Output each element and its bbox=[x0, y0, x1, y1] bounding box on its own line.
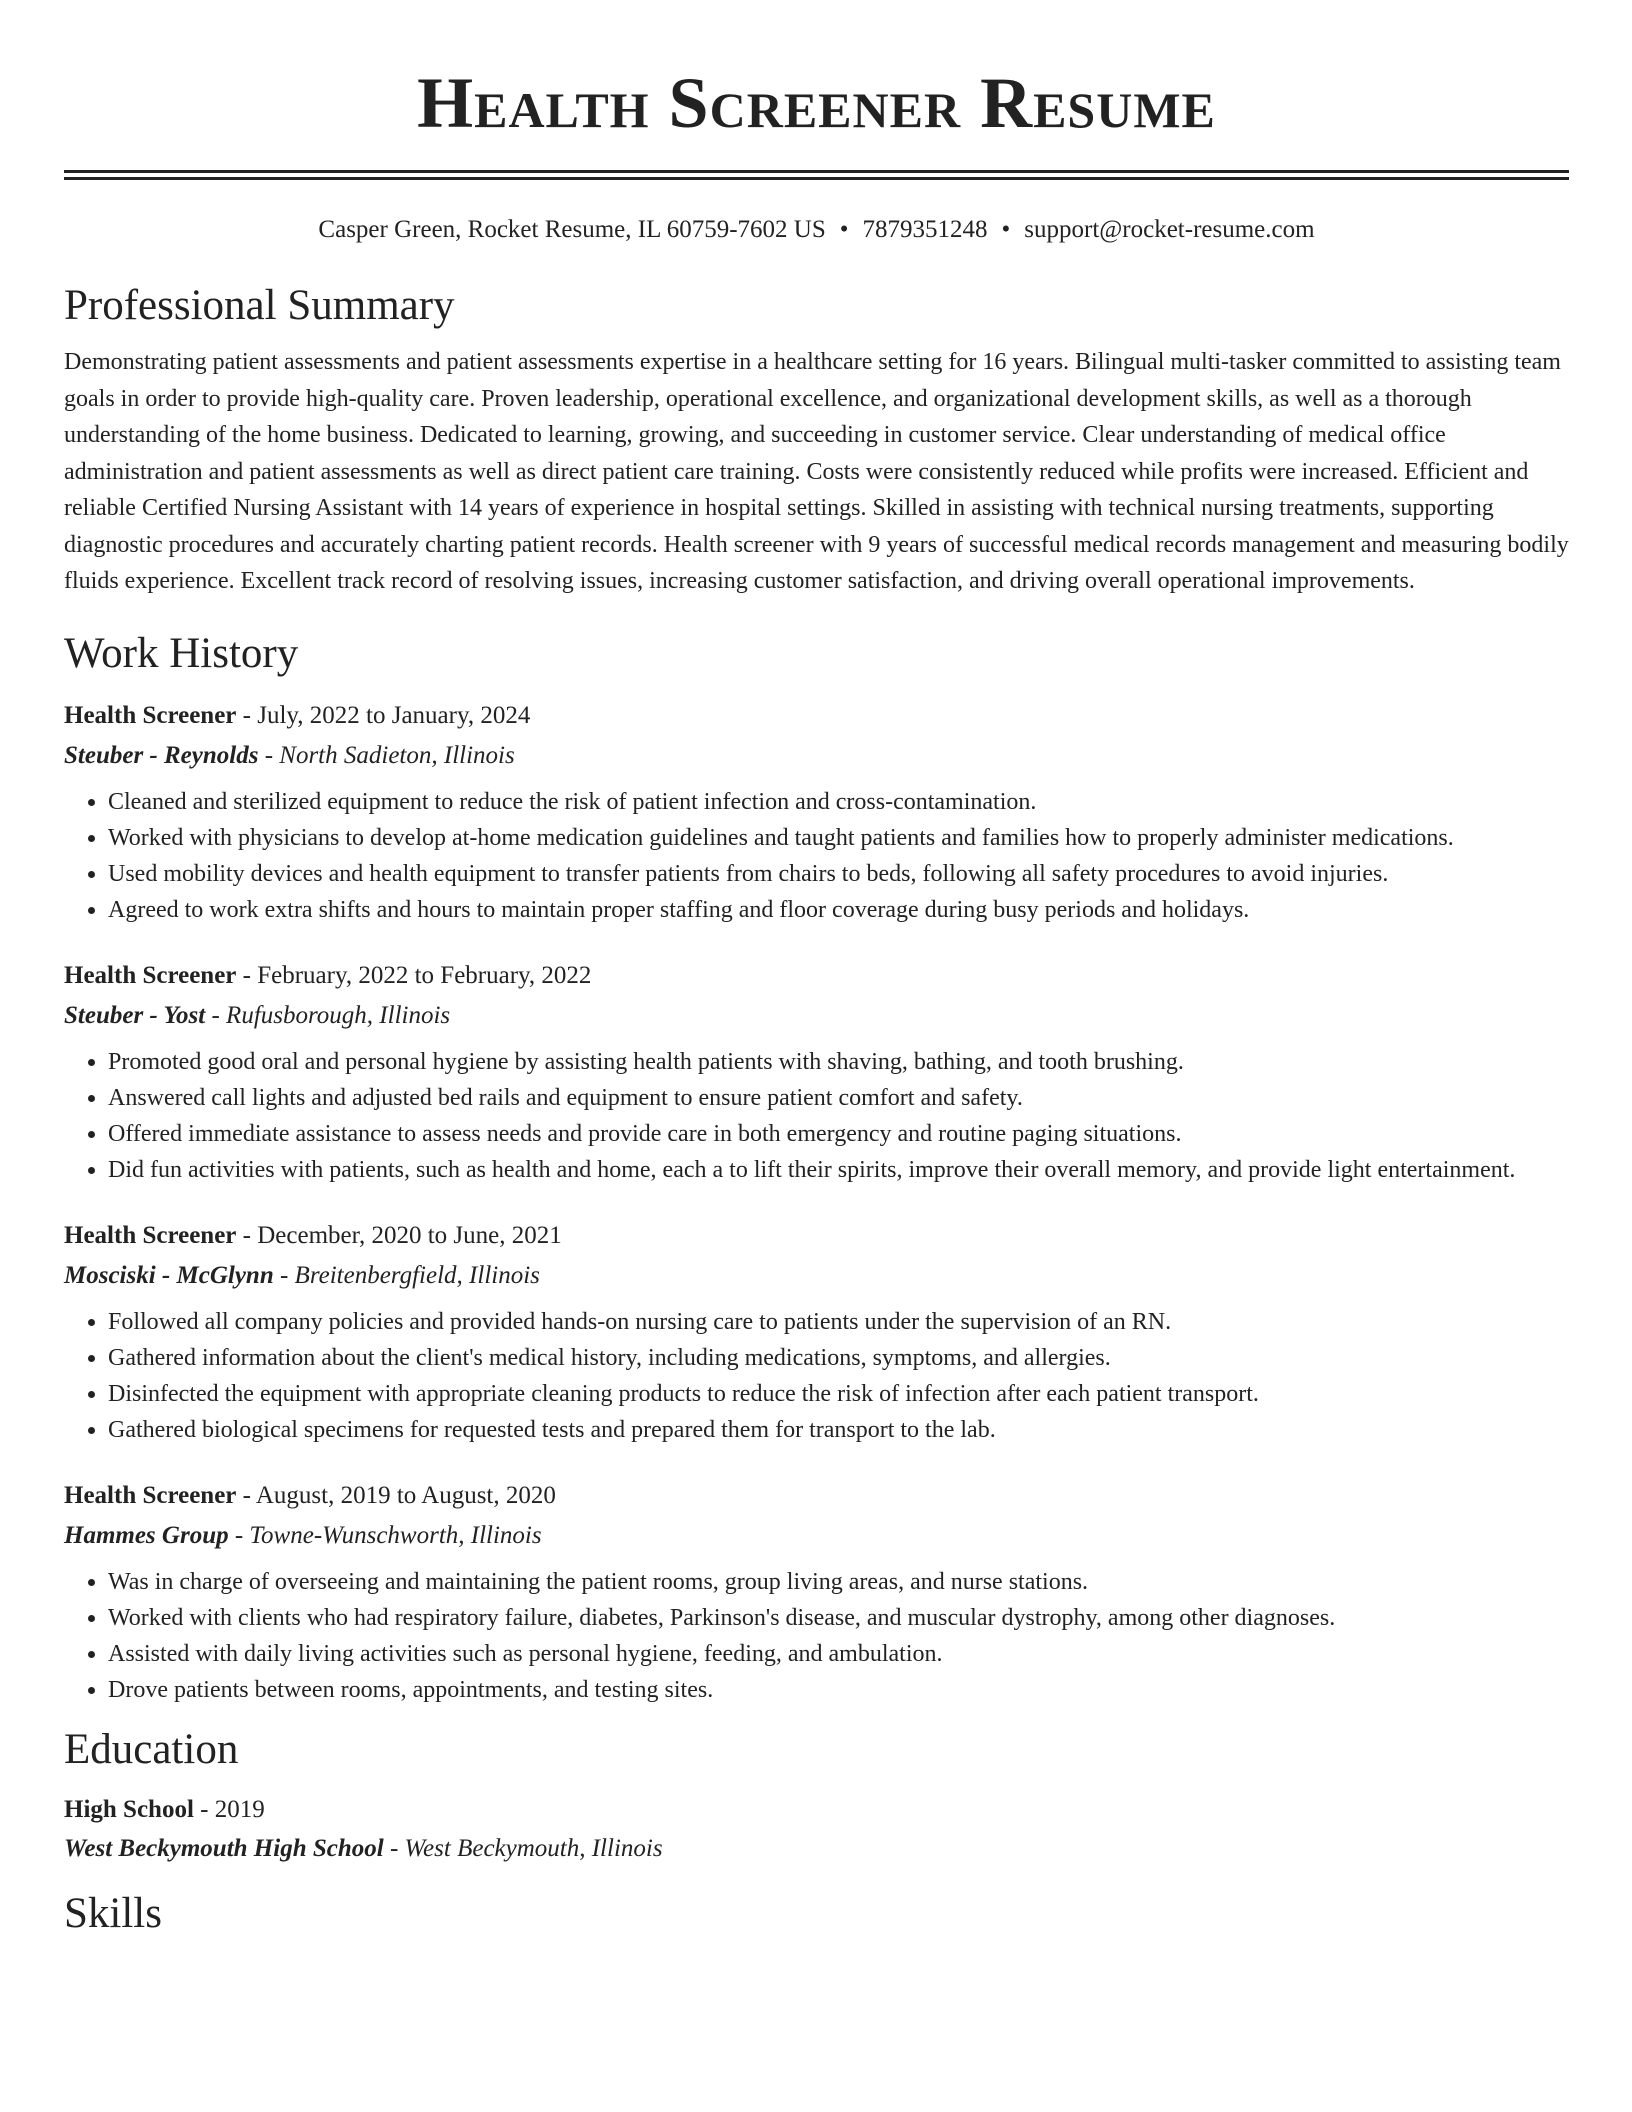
employer-line bbox=[64, 996, 1569, 1036]
degree-line bbox=[64, 1790, 1569, 1830]
job-entry bbox=[64, 1216, 1569, 1448]
school-name: West Beckymouth High School bbox=[64, 1834, 384, 1862]
education-entry bbox=[64, 1790, 1569, 1868]
resume-page bbox=[64, 0, 1569, 1942]
education-section bbox=[64, 1722, 1569, 1868]
summary-heading: Professional Summary bbox=[64, 282, 455, 329]
education-heading: Education bbox=[64, 1725, 239, 1773]
job-title: Health Screener bbox=[64, 1481, 237, 1509]
job-bullet: • Used mobility devices and health equipment to transfer patients from chairs to beds, following all safety procedures to avoid injuries. bbox=[108, 856, 1569, 892]
school-line bbox=[64, 1830, 1569, 1868]
contact-phone: 7879351248 bbox=[862, 216, 988, 243]
contact-separator: • bbox=[1001, 216, 1011, 243]
employer-location: - North Sadieton, Illinois bbox=[258, 741, 515, 769]
job-entry bbox=[64, 956, 1569, 1188]
job-title: Health Screener bbox=[64, 1221, 237, 1249]
employer-line bbox=[64, 736, 1569, 776]
job-title-line bbox=[64, 696, 1569, 736]
employer-name: Mosciski - McGlynn bbox=[64, 1261, 274, 1289]
job-bullets bbox=[64, 1044, 1569, 1188]
job-bullet: • Was in charge of overseeing and maintaining the patient rooms, group living areas, and nurse stations. bbox=[108, 1564, 1569, 1600]
employer-location: - Rufusborough, Illinois bbox=[205, 1001, 451, 1029]
job-title: Health Screener bbox=[64, 701, 237, 729]
job-bullets bbox=[64, 1304, 1569, 1448]
employer-location: - Breitenbergfield, Illinois bbox=[273, 1261, 540, 1289]
job-bullet: • Agreed to work extra shifts and hours to maintain proper staffing and floor coverage during busy periods and holidays. bbox=[108, 892, 1569, 928]
job-title-line bbox=[64, 1476, 1569, 1516]
job-bullet: • Disinfected the equipment with appropriate cleaning products to reduce the risk of infection after each patient transport. bbox=[108, 1376, 1569, 1412]
skills-section bbox=[64, 1886, 1569, 1942]
job-entry bbox=[64, 696, 1569, 928]
contact-email: support@rocket-resume.com bbox=[1024, 216, 1315, 243]
school-location: - West Beckymouth, Illinois bbox=[383, 1834, 663, 1862]
job-dates: - December, 2020 to June, 2021 bbox=[236, 1221, 562, 1249]
degree-year: - 2019 bbox=[193, 1795, 265, 1823]
summary-section bbox=[64, 278, 1569, 600]
job-bullet: • Worked with clients who had respiratory failure, diabetes, Parkinson's disease, and muscular dystrophy, among other diagnoses. bbox=[108, 1600, 1569, 1636]
degree: High School bbox=[64, 1795, 194, 1823]
contact-line bbox=[64, 212, 1569, 248]
job-bullet: • Cleaned and sterilized equipment to reduce the risk of patient infection and cross-contamination. bbox=[108, 784, 1569, 820]
job-bullets bbox=[64, 1564, 1569, 1708]
work-history-heading: Work History bbox=[64, 629, 299, 677]
employer-line bbox=[64, 1256, 1569, 1296]
job-dates: - July, 2022 to January, 2024 bbox=[236, 701, 531, 729]
job-bullet: • Gathered information about the client's medical history, including medications, symptoms, and allergies. bbox=[108, 1340, 1569, 1376]
contact-address: Casper Green, Rocket Resume, IL 60759-7602 US bbox=[318, 216, 826, 243]
summary-text: Demonstrating patient assessments and patient assessments expertise in a healthcare setting for 16 years. Bilingual multi-tasker committed to assisting team goals in order to provide high-quality care. Proven leadership, operational excellence, and organizational development skills, as well as a thorough understanding of the home business. Dedicated to learning, growing, and succeeding in customer service. Clear understanding of medical office administration and patient assessments as well as direct patient care training. Costs were consistently reduced while profits were increased. Efficient and reliable Certified Nursing Assistant with 14 years of experience in hospital settings. Skilled in assisting with technical nursing treatments, supporting diagnostic procedures and accurately charting patient records. Health screener with 9 years of successful medical records management and measuring bodily fluids experience. Excellent track record of resolving issues, increasing customer satisfaction, and driving overall operational improvements. bbox=[64, 349, 1569, 594]
job-bullet: • Answered call lights and adjusted bed rails and equipment to ensure patient comfort and safety. bbox=[108, 1080, 1569, 1116]
employer-location: - Towne-Wunschworth, Illinois bbox=[228, 1521, 542, 1549]
job-bullet: • Offered immediate assistance to assess needs and provide care in both emergency and routine paging situations. bbox=[108, 1116, 1569, 1152]
job-title-line bbox=[64, 1216, 1569, 1256]
employer-name: Steuber - Yost bbox=[64, 1001, 206, 1029]
job-bullet: • Did fun activities with patients, such as health and home, each a to lift their spirits, improve their overall memory, and provide light entertainment. bbox=[108, 1152, 1569, 1188]
job-bullet: • Gathered biological specimens for requested tests and prepared them for transport to the lab. bbox=[108, 1412, 1569, 1448]
employer-line bbox=[64, 1516, 1569, 1556]
title-double-rule bbox=[64, 170, 1569, 180]
job-bullet: • Followed all company policies and provided hands-on nursing care to patients under the supervision of an RN. bbox=[108, 1304, 1569, 1340]
job-bullet: • Assisted with daily living activities such as personal hygiene, feeding, and ambulation. bbox=[108, 1636, 1569, 1672]
employer-name: Steuber - Reynolds bbox=[64, 741, 259, 769]
resume-title: Health Screener Resume bbox=[417, 63, 1216, 143]
job-title-line bbox=[64, 956, 1569, 996]
work-history-section bbox=[64, 626, 1569, 1708]
employer-name: Hammes Group bbox=[64, 1521, 229, 1549]
job-bullet: • Worked with physicians to develop at-home medication guidelines and taught patients and families how to properly administer medications. bbox=[108, 820, 1569, 856]
job-dates: - August, 2019 to August, 2020 bbox=[236, 1481, 556, 1509]
skills-heading: Skills bbox=[64, 1889, 162, 1937]
job-bullet: • Promoted good oral and personal hygiene by assisting health patients with shaving, bathing, and tooth brushing. bbox=[108, 1044, 1569, 1080]
job-dates: - February, 2022 to February, 2022 bbox=[236, 961, 592, 989]
job-bullets bbox=[64, 784, 1569, 928]
job-entry bbox=[64, 1476, 1569, 1708]
job-bullet: • Drove patients between rooms, appointments, and testing sites. bbox=[108, 1672, 1569, 1708]
contact-separator: • bbox=[839, 216, 849, 243]
job-title: Health Screener bbox=[64, 961, 237, 989]
